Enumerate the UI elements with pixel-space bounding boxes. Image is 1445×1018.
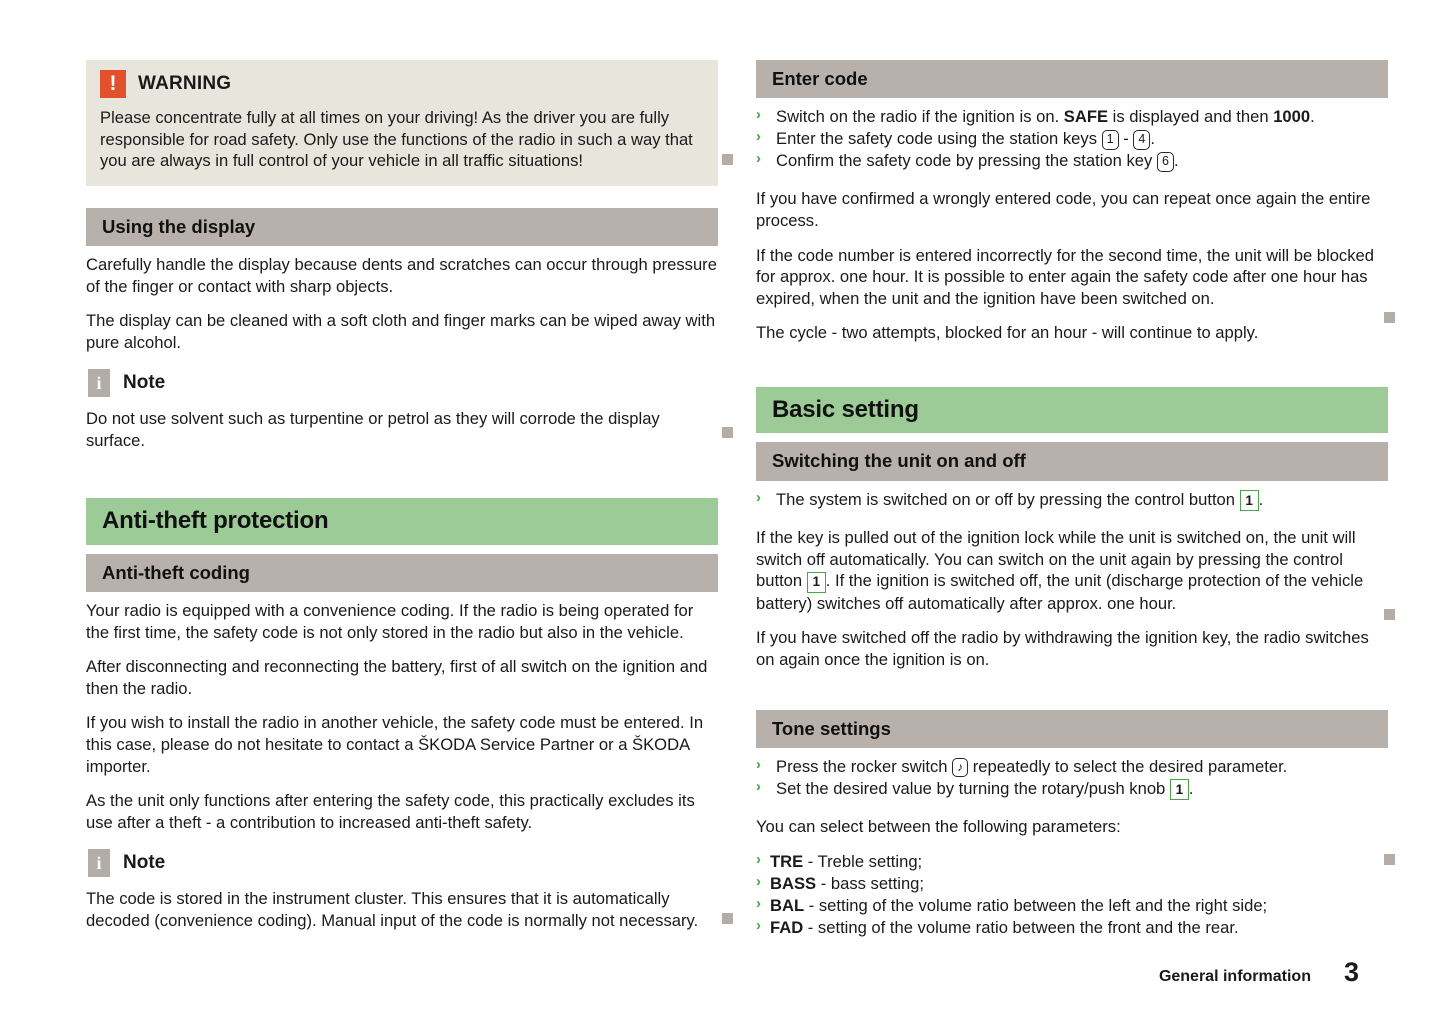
switching-step-text: The system is switched on or off by pressing the control button <box>776 489 1240 509</box>
station-key-ref: 4 <box>1133 130 1150 150</box>
arrow-bullet-icon: › <box>756 872 761 890</box>
switching-paragraph-1-part-b: . If the ignition is switched off, the unit (discharge protection of the vehicle battery) switches off automatically after approx. one hour. <box>756 571 1364 613</box>
section-heading-tone-settings: Tone settings <box>756 710 1388 748</box>
enter-code-paragraph-3: The cycle - two attempts, blocked for an hour - will continue to apply. <box>756 323 1259 343</box>
parameter-name: BAL <box>770 896 805 916</box>
footer-chapter-title: General information <box>1158 968 1311 985</box>
parameter-description: - bass setting; <box>816 873 925 893</box>
step-text: . <box>1150 129 1155 149</box>
tone-step-2-part-b: . <box>1188 778 1194 798</box>
music-note-icon: ♪ <box>952 758 968 777</box>
parameter-description: - Treble setting; <box>803 851 923 871</box>
parameter-name: BASS <box>770 873 817 893</box>
arrow-bullet-icon: › <box>756 488 761 506</box>
parameter-name: TRE <box>770 851 804 871</box>
section-end-marker <box>722 154 733 165</box>
note-text-display: Do not use solvent such as turpentine or petrol as they will corrode the display surface. <box>86 409 660 450</box>
anti-theft-paragraph-1: Your radio is equipped with a convenience coding. If the radio is being operated for the first time, the safety code is not only stored in the radio but also in the vehicle. <box>86 601 694 642</box>
arrow-bullet-icon: › <box>756 128 761 146</box>
tone-step-2-part-a: Set the desired value by turning the rotary/push knob <box>776 778 1170 798</box>
rotary-knob-key-ref: 1 <box>1170 779 1189 800</box>
emphasis-text: 1000 <box>1273 107 1311 127</box>
step-text: . <box>1310 107 1315 127</box>
enter-code-paragraph-1: If you have confirmed a wrongly entered code, you can repeat once again the entire process. <box>756 189 1371 231</box>
list-item <box>756 128 1388 150</box>
note-title: Note <box>123 852 166 874</box>
section-heading-using-the-display: Using the display <box>86 208 718 246</box>
station-key-ref: 6 <box>1157 152 1174 172</box>
section-heading-switching-unit-on-off: Switching the unit on and off <box>756 442 1388 480</box>
arrow-bullet-icon: › <box>756 777 761 795</box>
exclamation-icon: ! <box>100 70 126 98</box>
chapter-heading-anti-theft-protection: Anti-theft protection <box>86 498 718 545</box>
switching-paragraph-2: If you have switched off the radio by withdrawing the ignition key, the radio switches on again once the ignition is on. <box>756 628 1369 669</box>
section-end-marker <box>1384 312 1395 323</box>
step-text: Enter the safety code using the station keys <box>776 129 1102 149</box>
warning-title: WARNING <box>138 73 232 94</box>
note-header-display <box>88 369 718 397</box>
step-text: is displayed and then <box>1108 107 1274 127</box>
chapter-heading-basic-setting: Basic setting <box>756 387 1388 434</box>
anti-theft-paragraph-2: After disconnecting and reconnecting the battery, first of all switch on the ignition and then the radio. <box>86 657 708 698</box>
list-item <box>756 756 1388 778</box>
using-display-paragraph-1: Carefully handle the display because dents and scratches can occur through pressure of the finger or contact with sharp objects. <box>86 254 717 296</box>
section-end-marker <box>1384 854 1395 865</box>
parameter-description: - setting of the volume ratio between the left and the right side; <box>804 896 1268 916</box>
warning-box <box>86 60 718 186</box>
control-button-key-ref: 1 <box>807 572 826 593</box>
list-item <box>756 873 1388 895</box>
switching-paragraph-1 <box>756 527 1388 614</box>
info-icon: i <box>88 849 110 877</box>
arrow-bullet-icon: › <box>756 850 761 868</box>
step-text: Confirm the safety code by pressing the station key <box>776 151 1157 171</box>
note-text-anti-theft: The code is stored in the instrument cluster. This ensures that it is automatically decoded (convenience coding). Manual input of the code is normally not necessary. <box>86 889 699 930</box>
tone-parameter-list <box>756 851 1388 939</box>
tone-step-1-part-b: repeatedly to select the desired parameter. <box>968 756 1288 776</box>
list-item <box>756 895 1388 917</box>
page-footer <box>1159 957 1359 988</box>
station-key-ref: 1 <box>1102 130 1119 150</box>
arrow-bullet-icon: › <box>756 755 761 773</box>
switching-paragraph-1-part-a: If the key is pulled out of the ignition lock while the unit is switched on, the unit will switch off automatically. You can switch on the unit again by pressing the control button <box>756 528 1356 591</box>
warning-header <box>100 70 704 98</box>
section-heading-enter-code: Enter code <box>756 60 1388 98</box>
arrow-bullet-icon: › <box>756 106 761 124</box>
warning-text: Please concentrate fully at all times on your driving! As the driver you are fully responsible for road safety. Only use the functions of the radio in such a way that you are always in full control of your vehicle in all traffic situations! <box>100 108 693 171</box>
using-display-paragraph-2: The display can be cleaned with a soft cloth and finger marks can be wiped away with pure alcohol. <box>86 311 716 352</box>
anti-theft-paragraph-3: If you wish to install the radio in another vehicle, the safety code must be entered. In this case, please do not hesitate to contact a ŠKODA Service Partner or a ŠKODA importer. <box>86 713 704 776</box>
section-end-marker <box>722 913 733 924</box>
tone-settings-intro: You can select between the following parameters: <box>756 817 1121 837</box>
arrow-bullet-icon: › <box>756 917 761 935</box>
list-item <box>756 917 1388 939</box>
anti-theft-paragraph-4: As the unit only functions after entering the safety code, this practically excludes its use after a theft - a contribution to increased anti-theft safety. <box>86 791 695 832</box>
list-item <box>756 106 1388 128</box>
step-text: . <box>1173 151 1179 171</box>
control-button-key-ref: 1 <box>1240 490 1259 511</box>
enter-code-step-list <box>756 106 1388 172</box>
arrow-bullet-icon: › <box>756 150 761 168</box>
enter-code-paragraph-2: If the code number is entered incorrectly for the second time, the unit will be blocked for approx. one hour. It is possible to enter again the safety code after one hour has expired, when the unit and the ignition have been switched on. <box>756 245 1374 308</box>
switching-step-suffix: . <box>1258 489 1264 509</box>
step-text: Switch on the radio if the ignition is on. <box>776 107 1064 127</box>
left-column <box>86 60 718 944</box>
arrow-bullet-icon: › <box>756 895 761 913</box>
switching-step-list <box>756 489 1388 512</box>
list-item <box>756 851 1388 873</box>
list-item <box>756 150 1388 172</box>
note-title: Note <box>123 372 166 394</box>
emphasis-text: SAFE <box>1063 107 1109 127</box>
section-end-marker <box>722 427 733 438</box>
list-item <box>756 489 1388 512</box>
section-end-marker <box>1384 609 1395 620</box>
tone-step-1-part-a: Press the rocker switch <box>776 756 953 776</box>
footer-page-number: 3 <box>1343 957 1359 987</box>
parameter-description: - setting of the volume ratio between the front and the rear. <box>803 918 1239 938</box>
info-icon: i <box>88 369 110 397</box>
parameter-name: FAD <box>770 918 804 938</box>
right-column <box>756 60 1388 951</box>
section-heading-anti-theft-coding: Anti-theft coding <box>86 554 718 592</box>
list-item <box>756 778 1388 801</box>
step-text: - <box>1118 129 1134 149</box>
tone-settings-step-list <box>756 756 1388 801</box>
note-header-anti-theft <box>88 849 718 877</box>
